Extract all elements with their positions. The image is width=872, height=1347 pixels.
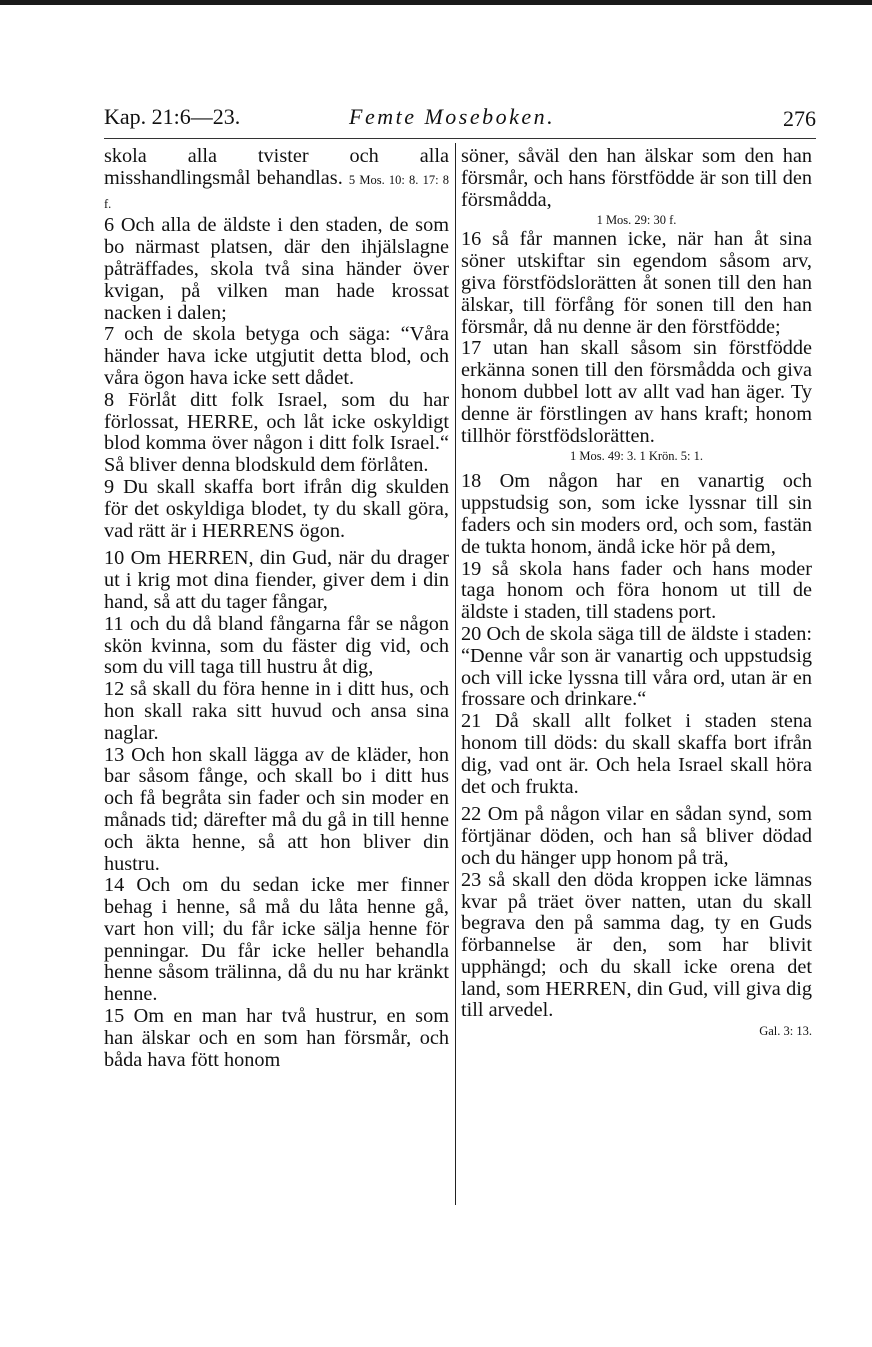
verse-13: 13 Och hon skall lägga av de kläder, hon bar såsom fånge, och skall bo i ditt hus och få begråta sin fader och sin moder en månads tid; därefter må du gå in till henne och äkta henne, så att hon bliver din hustru. xyxy=(104,743,449,875)
verse-9: 9 Du skall skaffa bort ifrån dig skulden för det oskyldiga blodet, ty du skall göra, vad rätt är i HERRENS ögon. xyxy=(104,475,449,542)
right-column xyxy=(461,146,812,1040)
page-number: 276 xyxy=(783,106,816,131)
verse-21: 21 Då skall allt folket i staden stena honom till döds: du skall skaffa bort ifrån dig, vad ont är. Och hela Israel skall höra det och frukta. xyxy=(461,710,812,798)
column-divider xyxy=(455,143,456,1205)
verse-23: 23 så skall den döda kroppen icke lämnas kvar på träet över natten, utan du skall begrava den på samma dag, ty en Guds förbannelse är den, som har blivit upphängd; och du skall icke orena det land, som HERREN, din Gud, vill giva dig till arvedel. xyxy=(461,868,812,1022)
verse-10: 10 Om HERREN, din Gud, när du drager ut i krig mot dina fiender, giver dem i din hand, så att du tager fångar, xyxy=(104,547,449,613)
verse-11: 11 och du då bland fångarna får se någon skön kvinna, som du fäster dig vid, och som du vill taga till hustru åt dig, xyxy=(104,612,449,679)
cross-reference: 5 Mos. 10: 8. 17: 8 f. xyxy=(104,172,450,211)
verse-14: 14 Och om du sedan icke mer finner behag i henne, så må du låta henne gå, vart hon vill; du får icke sälja henne för penningar. Du får icke heller behandla henne såsom trälinna, då du nu har kränkt henne. xyxy=(104,874,449,1006)
verse-15-continued: söner, såväl den han älskar som den han försmår, och hans förstfödde är son till den försmådda, xyxy=(461,145,812,211)
verse-22: 22 Om på någon vilar en sådan synd, som förtjänar döden, och han så bliver dödad och du hänger upp honom på trä, xyxy=(461,803,812,869)
page-header xyxy=(104,100,816,136)
verse-7: 7 och de skola betyga och säga: “Våra händer hava icke utgjutit detta blod, och våra ögon hava icke sett dådet. xyxy=(104,323,449,389)
verse-15: 15 Om en man har två hustrur, en som han älskar och en som han försmår, och båda hava fött honom xyxy=(104,1005,449,1071)
verse-18: 18 Om någon har en vanartig och uppstudsig son, som icke lyssnar till sin faders och sin moders ord, och som, fastän de tukta honom, ändå icke hör på dem, xyxy=(461,470,812,558)
verse-19: 19 så skola hans fader och hans moder taga honom och föra honom ut till de äldste i staden, till stadens port. xyxy=(461,557,812,624)
left-column xyxy=(104,146,449,1071)
verse-17: 17 utan han skall såsom sin förstfödde erkänna sonen till den försmådda och giva honom dubbel lott av allt vad han äger. Ty denne är förstlingen av hans kraft; honom tillhör förstfödslorätten. xyxy=(461,337,812,447)
cross-reference: 1 Mos. 49: 3. 1 Krön. 5: 1. xyxy=(570,449,703,464)
verse-16: 16 så får mannen icke, när han åt sina söner utskiftar sin egendom såsom arv, giva förstfödslorätten åt sonen till den han älskar, till förfång för sonen till den han försmår, då nu denne är den förstfödde; xyxy=(461,228,812,338)
verse-fragment: skola alla tvister och alla misshandlingsmål behandlas. 5 Mos. 10: 8. 17: 8 f. xyxy=(104,145,450,211)
chapter-reference: Kap. 21:6—23. xyxy=(104,104,241,129)
verse-8: 8 Förlåt ditt folk Israel, som du har förlossat, HERRE, och låt icke oskyldigt blod komma över någon i ditt folk Israel.“ Så bliver denna blodskuld dem förlåten. xyxy=(104,388,449,477)
header-rule xyxy=(104,138,816,139)
verse-20: 20 Och de skola säga till de äldste i staden: “Denne vår son är vanartig och uppstudsig och vill icke lyssna till våra ord, utan är en frossare och drinkare.“ xyxy=(461,622,812,711)
book-title: Femte Moseboken. xyxy=(349,104,556,129)
verse-6: 6 Och alla de äldste i den staden, de som bo närmast platsen, där den ihjälslagne påträffades, skola två sina händer över kvigan, på vilken man hade krossat nacken i dalen; xyxy=(104,214,449,324)
cross-reference: 1 Mos. 29: 30 f. xyxy=(596,213,677,228)
verse-12: 12 så skall du föra henne in i ditt hus, och hon skall raka sitt huvud och ansa sina naglar. xyxy=(104,678,449,744)
top-edge-rule xyxy=(0,0,872,5)
cross-reference: Gal. 3: 13. xyxy=(759,1024,812,1039)
